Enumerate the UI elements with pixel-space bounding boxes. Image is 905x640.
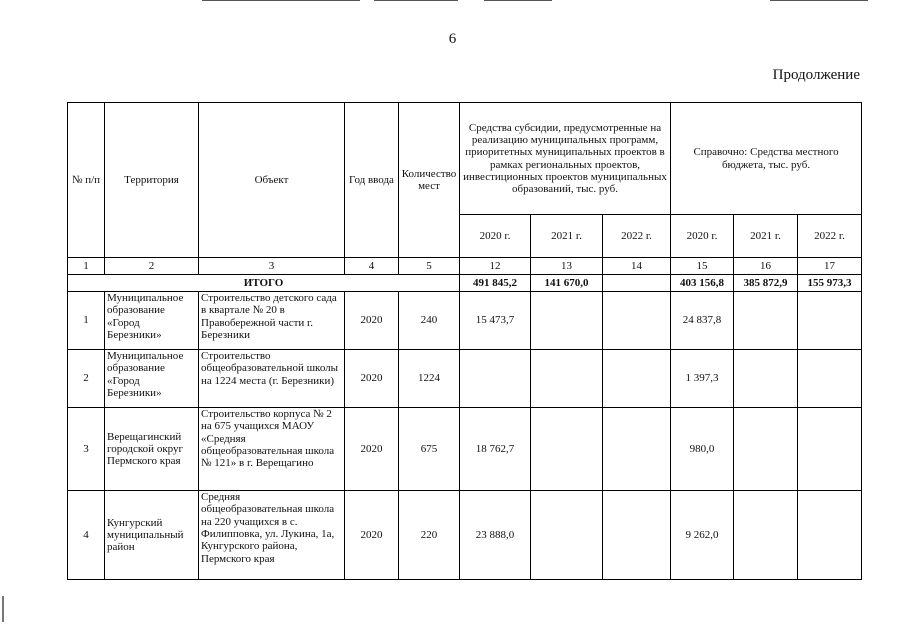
header-year-subsidy-2022: 2022 г. (603, 215, 671, 258)
row-value: 23 888,0 (460, 491, 531, 580)
row-object: Средняя общеобразовательная школа на 220 учащихся в с. Филипповка, ул. Лукина, 1а, Кунгурского района, Пермского края (199, 491, 345, 580)
row-value (603, 350, 671, 408)
row-object: Строительство общеобразовательной школы на 1224 места (г. Березники) (199, 350, 345, 408)
row-places: 1224 (399, 350, 460, 408)
row-value (531, 292, 603, 350)
report-table (67, 102, 862, 580)
row-year: 2020 (345, 491, 399, 580)
row-value: 1 397,3 (671, 350, 734, 408)
total-value: 385 872,9 (734, 275, 798, 292)
table-row (68, 491, 862, 580)
header-territory: Территория (105, 103, 199, 258)
table-row (68, 350, 862, 408)
header-num: № п/п (68, 103, 105, 258)
row-territory: Верещагинский городской округ Пермского края (105, 408, 199, 491)
header-year-local-2021: 2021 г. (734, 215, 798, 258)
row-num: 1 (68, 292, 105, 350)
row-value (798, 408, 862, 491)
row-value: 18 762,7 (460, 408, 531, 491)
row-year: 2020 (345, 292, 399, 350)
row-territory: Кунгурский муниципальный район (105, 491, 199, 580)
header-year-subsidy-2020: 2020 г. (460, 215, 531, 258)
row-value (734, 491, 798, 580)
header-year: Год ввода (345, 103, 399, 258)
header-year-local-2022: 2022 г. (798, 215, 862, 258)
scan-top-line-1 (202, 0, 360, 1)
row-value (734, 408, 798, 491)
column-number: 1 (68, 258, 105, 275)
header-places: Количество мест (399, 103, 460, 258)
column-number: 17 (798, 258, 862, 275)
column-number: 4 (345, 258, 399, 275)
row-num: 2 (68, 350, 105, 408)
row-value (531, 350, 603, 408)
row-value (460, 350, 531, 408)
row-value (798, 491, 862, 580)
header-row-1 (68, 103, 862, 215)
row-places: 240 (399, 292, 460, 350)
total-value: 155 973,3 (798, 275, 862, 292)
column-number: 12 (460, 258, 531, 275)
header-subsidy: Средства субсидии, предусмотренные на реализацию муниципальных программ, приоритетных муниципальных проектов в рамках региональных проектов, инвестиционных проектов муниципальных образований, тыс. руб. (460, 103, 671, 215)
row-value: 15 473,7 (460, 292, 531, 350)
total-value (603, 275, 671, 292)
row-value (798, 292, 862, 350)
row-value: 980,0 (671, 408, 734, 491)
continuation-label: Продолжение (772, 67, 860, 83)
column-number-row (68, 258, 862, 275)
scan-top-line-3 (484, 0, 552, 1)
header-local-budget: Справочно: Средства местного бюджета, тыс. руб. (671, 103, 862, 215)
row-object: Строительство детского сада в квартале № 20 в Правобережной части г. Березники (199, 292, 345, 350)
table-row (68, 408, 862, 491)
row-value (734, 292, 798, 350)
row-year: 2020 (345, 408, 399, 491)
row-object: Строительство корпуса № 2 на 675 учащихся МАОУ «Средняя общеобразовательная школа № 121» в г. Верещагино (199, 408, 345, 491)
row-value: 24 837,8 (671, 292, 734, 350)
column-number: 13 (531, 258, 603, 275)
row-value (531, 408, 603, 491)
total-row (68, 275, 862, 292)
header-year-local-2020: 2020 г. (671, 215, 734, 258)
table-row (68, 292, 862, 350)
total-value: 141 670,0 (531, 275, 603, 292)
total-value: 491 845,2 (460, 275, 531, 292)
header-year-subsidy-2021: 2021 г. (531, 215, 603, 258)
row-territory: Муниципальное образование «Город Березники» (105, 350, 199, 408)
row-value (734, 350, 798, 408)
column-number: 15 (671, 258, 734, 275)
row-places: 675 (399, 408, 460, 491)
row-value (798, 350, 862, 408)
row-places: 220 (399, 491, 460, 580)
row-num: 3 (68, 408, 105, 491)
row-value (531, 491, 603, 580)
row-value: 9 262,0 (671, 491, 734, 580)
scan-margin-mark (2, 596, 4, 622)
header-object: Объект (199, 103, 345, 258)
total-label: ИТОГО (68, 275, 460, 292)
column-number: 5 (399, 258, 460, 275)
row-territory: Муниципальное образование «Город Березники» (105, 292, 199, 350)
column-number: 14 (603, 258, 671, 275)
scan-top-line-4 (770, 0, 868, 1)
row-value (603, 408, 671, 491)
column-number: 2 (105, 258, 199, 275)
row-value (603, 292, 671, 350)
column-number: 3 (199, 258, 345, 275)
total-value: 403 156,8 (671, 275, 734, 292)
row-value (603, 491, 671, 580)
page-number: 6 (448, 31, 457, 47)
row-num: 4 (68, 491, 105, 580)
row-year: 2020 (345, 350, 399, 408)
column-number: 16 (734, 258, 798, 275)
scan-top-line-2 (374, 0, 458, 1)
